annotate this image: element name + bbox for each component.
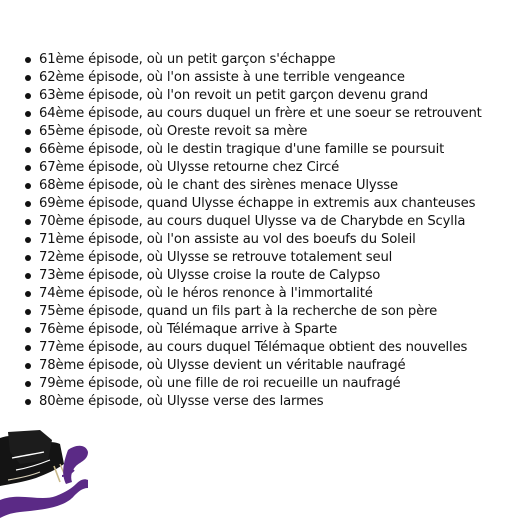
serpent-head [63, 446, 88, 484]
episode-title: 74ème épisode, où le héros renonce à l'immortalité [39, 286, 373, 301]
episode-title: 78ème épisode, où Ulysse devient un véritable naufragé [39, 358, 406, 373]
list-item [23, 51, 482, 69]
list-item [23, 393, 482, 411]
list-item [23, 69, 482, 87]
bullet-icon [25, 327, 31, 333]
bullet-icon [25, 111, 31, 117]
episode-title: 68ème épisode, où le chant des sirènes menace Ulysse [39, 178, 398, 193]
serpent-body [0, 479, 88, 518]
episode-title: 76ème épisode, où Télémaque arrive à Sparte [39, 322, 338, 337]
ship-serpent-illustration [0, 430, 90, 520]
list-item [23, 321, 482, 339]
list-item [23, 285, 482, 303]
list-item [23, 231, 482, 249]
bullet-icon [25, 165, 31, 171]
bullet-icon [25, 273, 31, 279]
list-item [23, 267, 482, 285]
bullet-icon [25, 291, 31, 297]
episode-list [23, 51, 482, 411]
list-item [23, 105, 482, 123]
episode-title: 65ème épisode, où Oreste revoit sa mère [39, 124, 308, 139]
list-item [23, 375, 482, 393]
episode-title: 77ème épisode, au cours duquel Télémaque obtient des nouvelles [39, 340, 468, 355]
episode-title: 66ème épisode, où le destin tragique d'une famille se poursuit [39, 142, 445, 157]
episode-title: 72ème épisode, où Ulysse se retrouve totalement seul [39, 250, 393, 265]
bullet-icon [25, 57, 31, 63]
episode-title: 70ème épisode, au cours duquel Ulysse va de Charybde en Scylla [39, 214, 466, 229]
bullet-icon [25, 237, 31, 243]
list-item [23, 177, 482, 195]
episode-title: 62ème épisode, où l'on assiste à une terrible vengeance [39, 70, 405, 85]
episode-title: 61ème épisode, où un petit garçon s'échappe [39, 52, 336, 67]
list-item [23, 249, 482, 267]
bullet-icon [25, 93, 31, 99]
list-item [23, 123, 482, 141]
list-item [23, 141, 482, 159]
episode-title: 71ème épisode, où l'on assiste au vol des boeufs du Soleil [39, 232, 416, 247]
episode-title: 75ème épisode, quand un fils part à la recherche de son père [39, 304, 438, 319]
episode-title: 73ème épisode, où Ulysse croise la route de Calypso [39, 268, 381, 283]
list-item [23, 87, 482, 105]
list-item [23, 303, 482, 321]
episode-title: 79ème épisode, où une fille de roi recueille un naufragé [39, 376, 401, 391]
bullet-icon [25, 255, 31, 261]
bullet-icon [25, 309, 31, 315]
episode-title: 67ème épisode, où Ulysse retourne chez Circé [39, 160, 340, 175]
bullet-icon [25, 363, 31, 369]
bullet-icon [25, 129, 31, 135]
episode-title: 64ème épisode, au cours duquel un frère et une soeur se retrouvent [39, 106, 482, 121]
bullet-icon [25, 219, 31, 225]
list-item [23, 195, 482, 213]
episode-title: 63ème épisode, où l'on revoit un petit garçon devenu grand [39, 88, 428, 103]
episode-title: 69ème épisode, quand Ulysse échappe in extremis aux chanteuses [39, 196, 476, 211]
episode-title: 80ème épisode, où Ulysse verse des larmes [39, 394, 324, 409]
bullet-icon [25, 75, 31, 81]
list-item [23, 159, 482, 177]
list-item [23, 357, 482, 375]
list-item [23, 213, 482, 231]
bullet-icon [25, 201, 31, 207]
bullet-icon [25, 381, 31, 387]
bullet-icon [25, 183, 31, 189]
bullet-icon [25, 345, 31, 351]
bullet-icon [25, 399, 31, 405]
bullet-icon [25, 147, 31, 153]
list-item [23, 339, 482, 357]
